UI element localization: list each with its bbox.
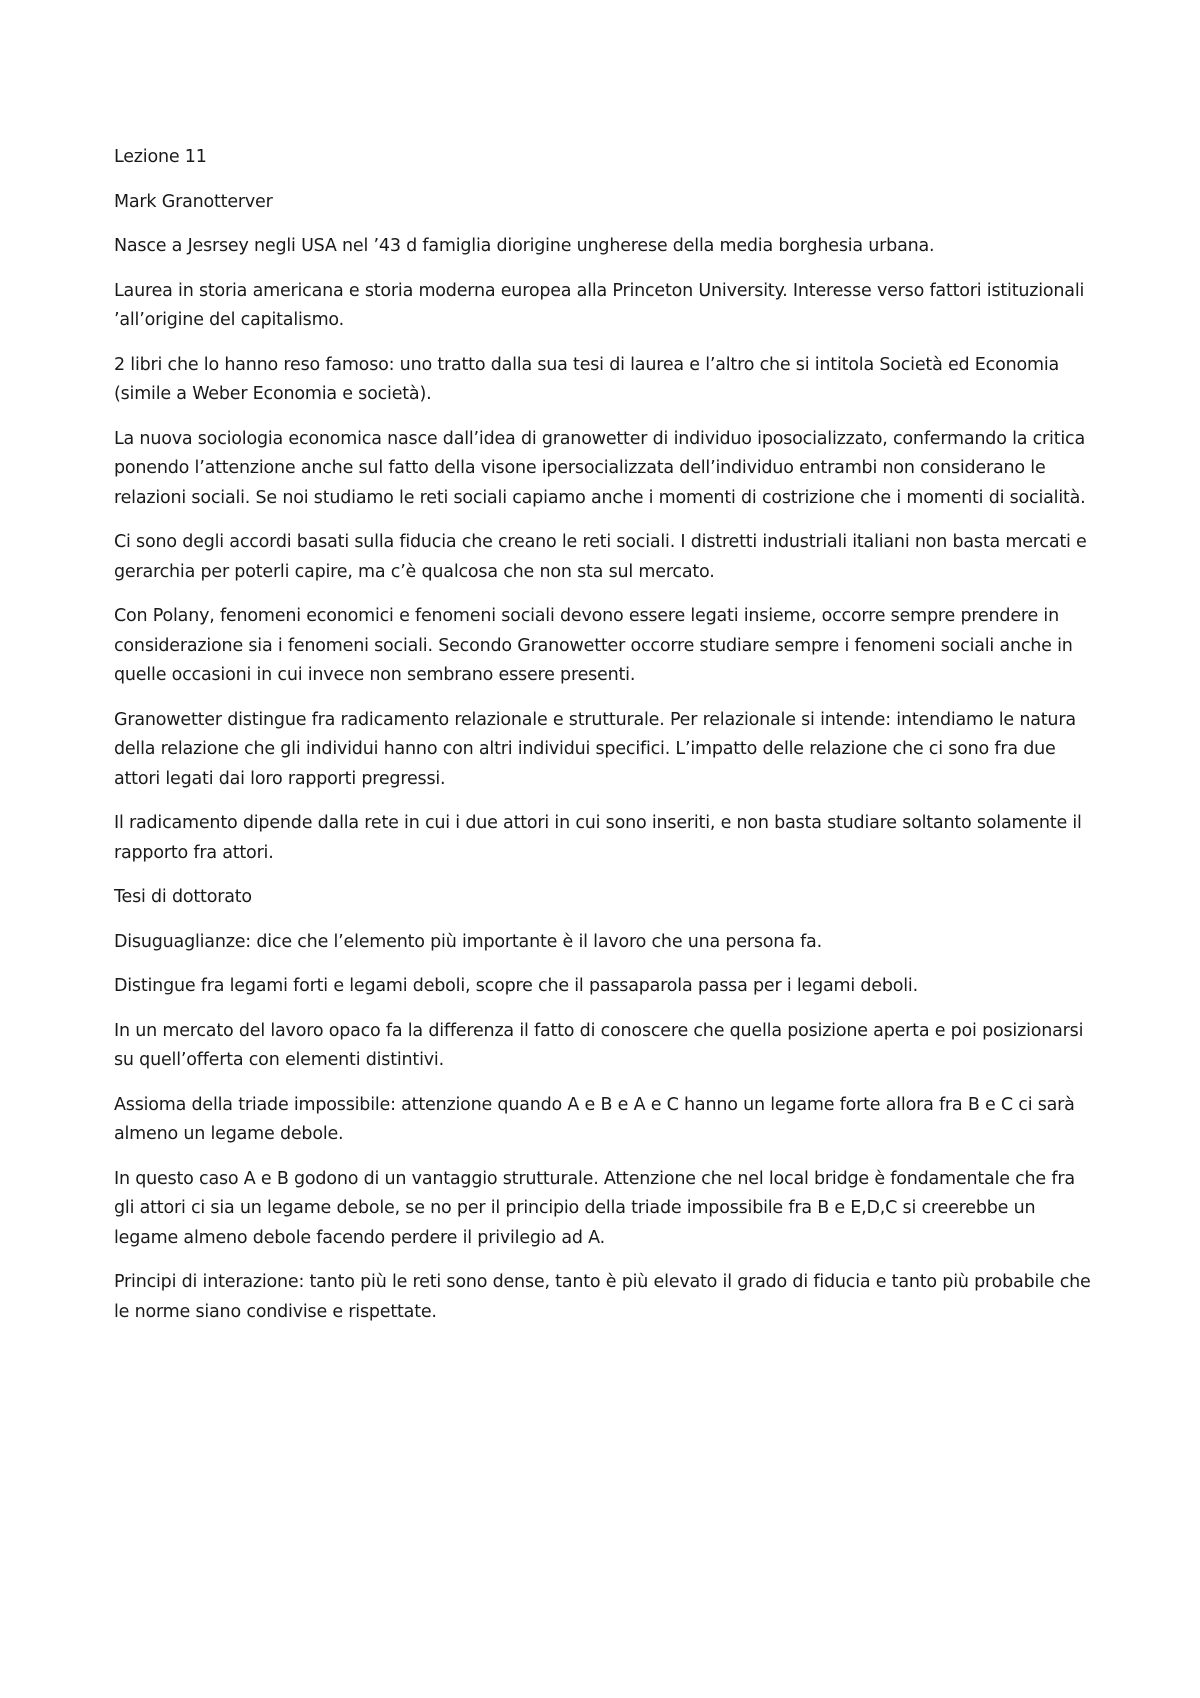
paragraph-embeddedness: Granowetter distingue fra radicamento relazionale e strutturale. Per relazionale si intende: intendiamo le natura della relazione che gli individui hanno con altri individui specifici. L’impatto delle relazione che ci sono fra due attori legati dai loro rapporti pregressi.: [114, 709, 1076, 789]
paragraph-education: Laurea in storia americana e storia moderna europea alla Princeton University. Interesse verso fattori istituzionali ’all’origine del capitalismo.: [114, 280, 1085, 330]
paragraph-network-embeddedness: Il radicamento dipende dalla rete in cui i due attori in cui sono inseriti, e non basta studiare soltanto solamente il rapporto fra attori.: [114, 813, 1082, 863]
paragraph-books: 2 libri che lo hanno reso famoso: uno tratto dalla sua tesi di laurea e l’altro che si intitola Società ed Economia (simile a Weber Economia e società).: [114, 354, 1060, 404]
paragraph-labor-market: In un mercato del lavoro opaco fa la differenza il fatto di conoscere che quella posizione aperta e poi posizionarsi su quell’offerta con elementi distintivi.: [114, 1020, 1084, 1070]
document-body: [114, 143, 1094, 1342]
paragraph-weak-ties: Distingue fra legami forti e legami deboli, scopre che il passaparola passa per i legami deboli.: [114, 976, 918, 996]
paragraph-trust-agreements: Ci sono degli accordi basati sulla fiducia che creano le reti sociali. I distretti industriali italiani non basta mercati e gerarchia per poterli capire, ma c’è qualcosa che non sta sul mercato.: [114, 532, 1087, 582]
paragraph-birth: Nasce a Jesrsey negli USA nel ’43 d famiglia diorigine ungherese della media borghesia urbana.: [114, 236, 935, 256]
lesson-title: Lezione 11: [114, 147, 207, 167]
paragraph-new-sociology: La nuova sociologia economica nasce dall’idea di granowetter di individuo iposocializzato, confermando la critica ponendo l’attenzione anche sul fatto della visone ipersocializzata dell’individuo entrambi non considerano le relazioni sociali. Se noi studiamo le reti sociali capiamo anche i momenti di costrizione che i momenti di socialità.: [114, 428, 1086, 508]
paragraph-forbidden-triad: Assioma della triade impossibile: attenzione quando A e B e A e C hanno un legame forte allora fra B e C ci sarà almeno un legame debole.: [114, 1094, 1075, 1144]
section-heading-thesis: Tesi di dottorato: [114, 887, 252, 907]
paragraph-local-bridge: In questo caso A e B godono di un vantaggio strutturale. Attenzione che nel local bridge è fondamentale che fra gli attori ci sia un legame debole, se no per il principio della triade impossibile fra B e E,D,C si creerebbe un legame almeno debole facendo perdere il privilegio ad A.: [114, 1168, 1075, 1248]
paragraph-inequalities: Disuguaglianze: dice che l’elemento più importante è il lavoro che una persona fa.: [114, 931, 822, 952]
paragraph-interaction-principles: Principi di interazione: tanto più le reti sono dense, tanto è più elevato il grado di fiducia e tanto più probabile che le norme siano condivise e rispettate.: [114, 1272, 1091, 1322]
paragraph-polany: Con Polany, fenomeni economici e fenomeni sociali devono essere legati insieme, occorre sempre prendere in considerazione sia i fenomeni sociali. Secondo Granowetter occorre studiare sempre i fenomeni sociali anche in quelle occasioni in cui invece non sembrano essere presenti.: [114, 606, 1073, 685]
author-name: Mark Granotterver: [114, 191, 273, 212]
